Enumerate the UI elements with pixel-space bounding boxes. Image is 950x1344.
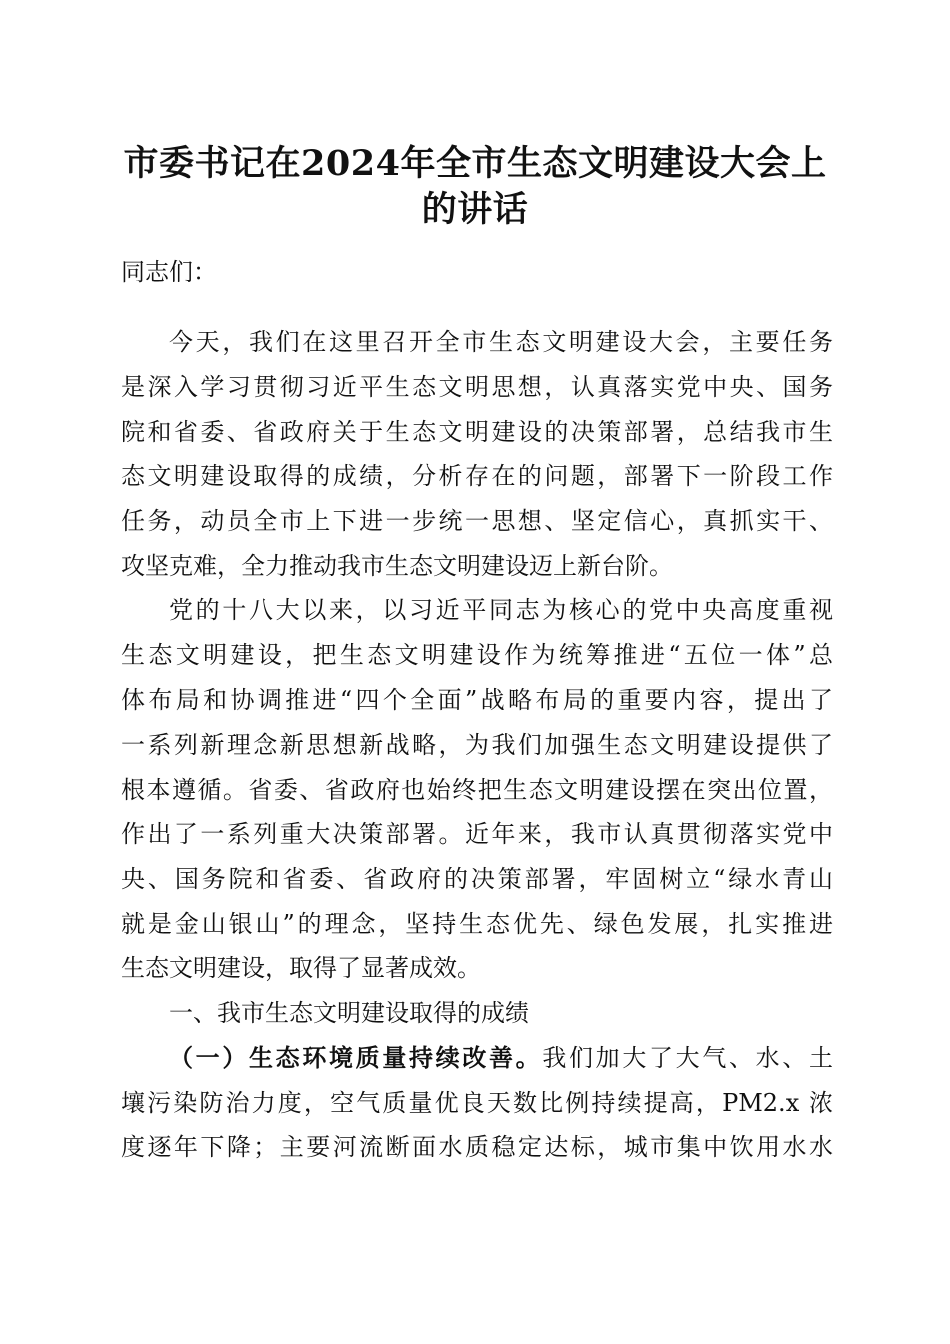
paragraph-2-line: 央、国务院和省委、省政府的决策部署，牢固树立“绿水青山 [121,865,833,893]
salutation: 同志们： [121,258,217,286]
paragraph-2-line: 就是金山银山”的理念，坚持生态优先、绿色发展，扎实推进 [121,910,833,938]
paragraph-2-line: 生态文明建设，取得了显著成效。 [121,954,481,982]
paragraph-2-line: 党的十八大以来，以习近平同志为核心的党中央高度重视 [169,596,833,624]
subsection-1-line: 壤污染防治力度，空气质量优良天数比例持续提高，PM2.x 浓 [121,1089,833,1117]
subsection-1-line: 度逐年下降；主要河流断面水质稳定达标，城市集中饮用水水 [121,1133,833,1161]
document-title-line-2: 的讲话 [421,189,529,230]
paragraph-2-line: 根本遵循。省委、省政府也始终把生态文明建设摆在突出位置， [121,776,833,804]
paragraph-2-line: 一系列新理念新思想新战略，为我们加强生态文明建设提供了 [121,731,833,759]
paragraph-1-line: 攻坚克难，全力推动我市生态文明建设迈上新台阶。 [121,552,673,580]
paragraph-1-line: 任务，动员全市上下进一步统一思想、坚定信心，真抓实干、 [121,507,833,535]
subsection-1-first-line-rest: 我们加大了大气、水、土 [542,1044,834,1072]
subsection-1-first-line [169,1038,833,1078]
section-heading: 一、我市生态文明建设取得的成绩 [169,999,529,1027]
paragraph-2-line: 生态文明建设，把生态文明建设作为统筹推进“五位一体”总 [121,641,833,669]
paragraph-2-line: 作出了一系列重大决策部署。近年来，我市认真贯彻落实党中 [121,820,833,848]
paragraph-1-line: 是深入学习贯彻习近平生态文明思想，认真落实党中央、国务 [121,373,833,401]
paragraph-2-line: 体布局和协调推进“四个全面”战略布局的重要内容，提出了 [121,686,833,714]
document-title-line-1: 市委书记在2024年全市生态文明建设大会上 [123,143,827,184]
subsection-1-lead: （一）生态环境质量持续改善。 [169,1043,543,1072]
paragraph-1-line: 态文明建设取得的成绩，分析存在的问题，部署下一阶段工作 [121,462,833,490]
paragraph-1-line: 今天，我们在这里召开全市生态文明建设大会，主要任务 [169,328,833,356]
paragraph-1-line: 院和省委、省政府关于生态文明建设的决策部署，总结我市生 [121,418,833,446]
